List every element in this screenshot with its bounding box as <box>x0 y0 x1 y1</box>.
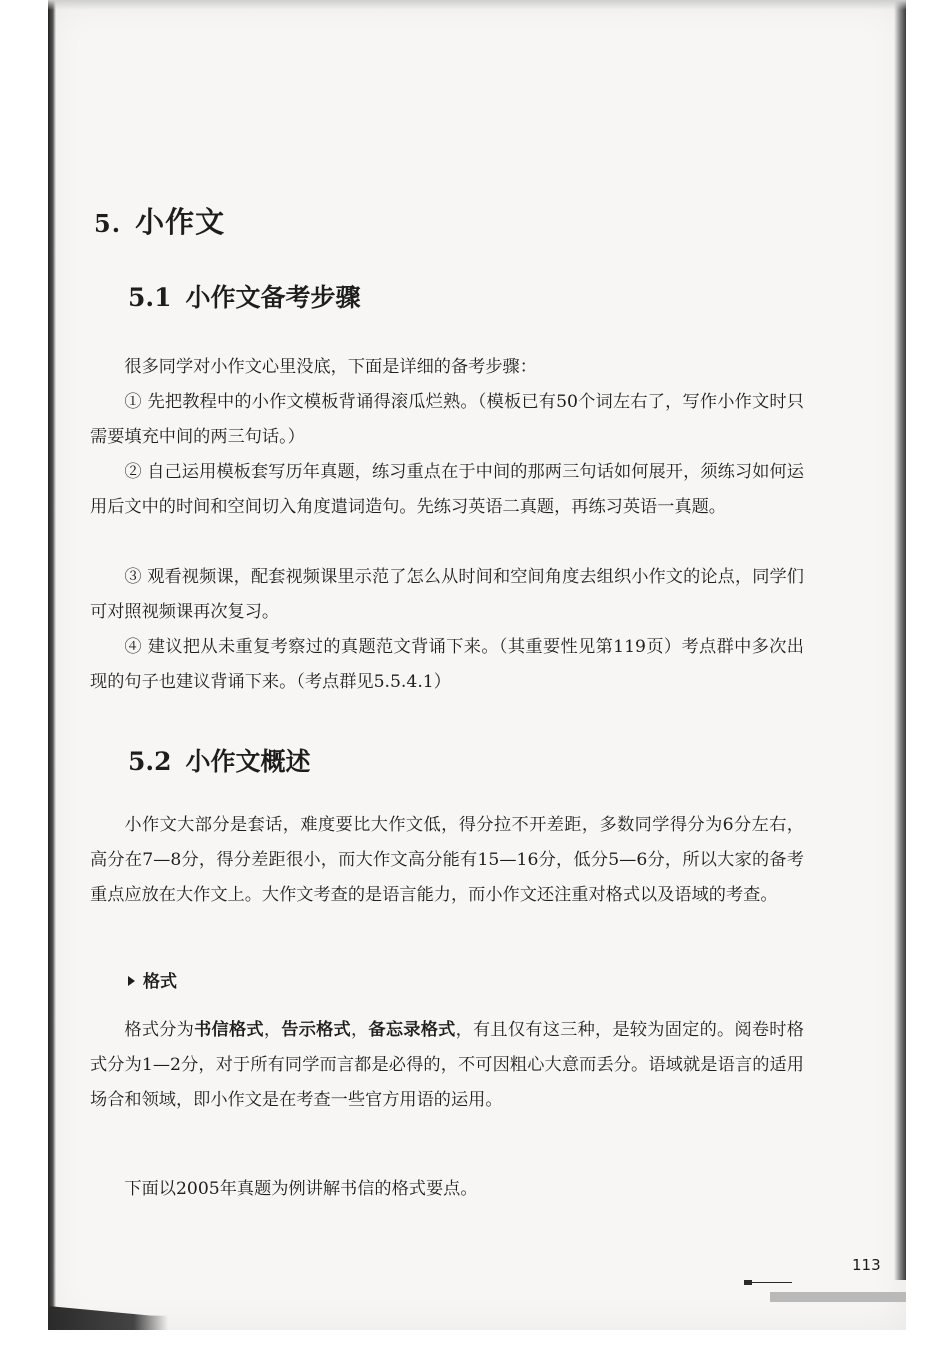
triangle-bullet-icon <box>128 976 135 986</box>
book-page <box>48 0 906 1330</box>
subsection-title: 小作文备考步骤 <box>185 283 361 312</box>
paragraph-overview: 小作文大部分是套话，难度要比大作文低，得分拉不开差距，多数同学得分为6分左右，高分在7—8分，得分差距很小，而大作文高分能有15—16分，低分5—6分，所以大家的备考重点应放在大作文上。大作文考查的是语言能力，而小作文还注重对格式以及语域的考查。 <box>90 815 804 905</box>
footer-bar <box>770 1292 906 1302</box>
page-spine-shadow <box>48 0 56 1330</box>
bold-letter-format: 书信格式 <box>194 1020 264 1040</box>
bold-memo-format: 备忘录格式 <box>368 1020 456 1040</box>
paragraph-closing: 下面以2005年真题为例讲解书信的格式要点。 <box>124 1179 478 1199</box>
paragraph-format: 格式分为书信格式，告示格式，备忘录格式，有且仅有这三种，是较为固定的。阅卷时格式分为1—2分，对于所有同学而言都是必得的，不可因粗心大意而丢分。语域就是语言的适用场合和领域，即小作文是在考查一些官方用语的运用。 <box>90 1020 804 1110</box>
paragraph-step-2: ② 自己运用模板套写历年真题，练习重点在于中间的那两三句话如何展开，须练习如何运用后文中的时间和空间切入角度遣词造句。先练习英语二真题，再练习英语一真题。 <box>90 462 804 517</box>
subsection-heading-5-2 <box>128 742 848 778</box>
section-title: 小作文 <box>135 205 226 239</box>
format-heading <box>128 967 177 992</box>
subsection-number: 5.1 <box>128 283 172 312</box>
subsection-title: 小作文概述 <box>185 747 311 776</box>
paragraph-step-3: ③ 观看视频课，配套视频课里示范了怎么从时间和空间角度去组织小作文的论点，同学们可对照视频课再次复习。 <box>90 567 804 622</box>
paragraph-intro: 很多同学对小作文心里没底，下面是详细的备考步骤： <box>124 357 537 377</box>
page-bottom-shadow <box>48 1306 906 1330</box>
paragraph-step-1: ① 先把教程中的小作文模板背诵得滚瓜烂熟。（模板已有50个词左右了，写作小作文时只需要填充中间的两三句话。） <box>90 392 804 447</box>
page-number: 113 <box>852 1256 881 1274</box>
page-top-shadow <box>48 0 906 10</box>
subsection-heading-5-1 <box>128 278 848 314</box>
section-number: 5. <box>94 209 122 238</box>
bold-notice-format: 告示格式 <box>281 1020 351 1040</box>
page-edge-shadow <box>894 0 906 1280</box>
subsection-number: 5.2 <box>128 747 172 776</box>
paragraph-step-4: ④ 建议把从未重复考察过的真题范文背诵下来。（其重要性见第119页）考点群中多次出现的句子也建议背诵下来。（考点群见5.5.4.1） <box>90 637 804 692</box>
format-heading-text: 格式 <box>143 972 177 992</box>
section-heading <box>94 200 854 241</box>
